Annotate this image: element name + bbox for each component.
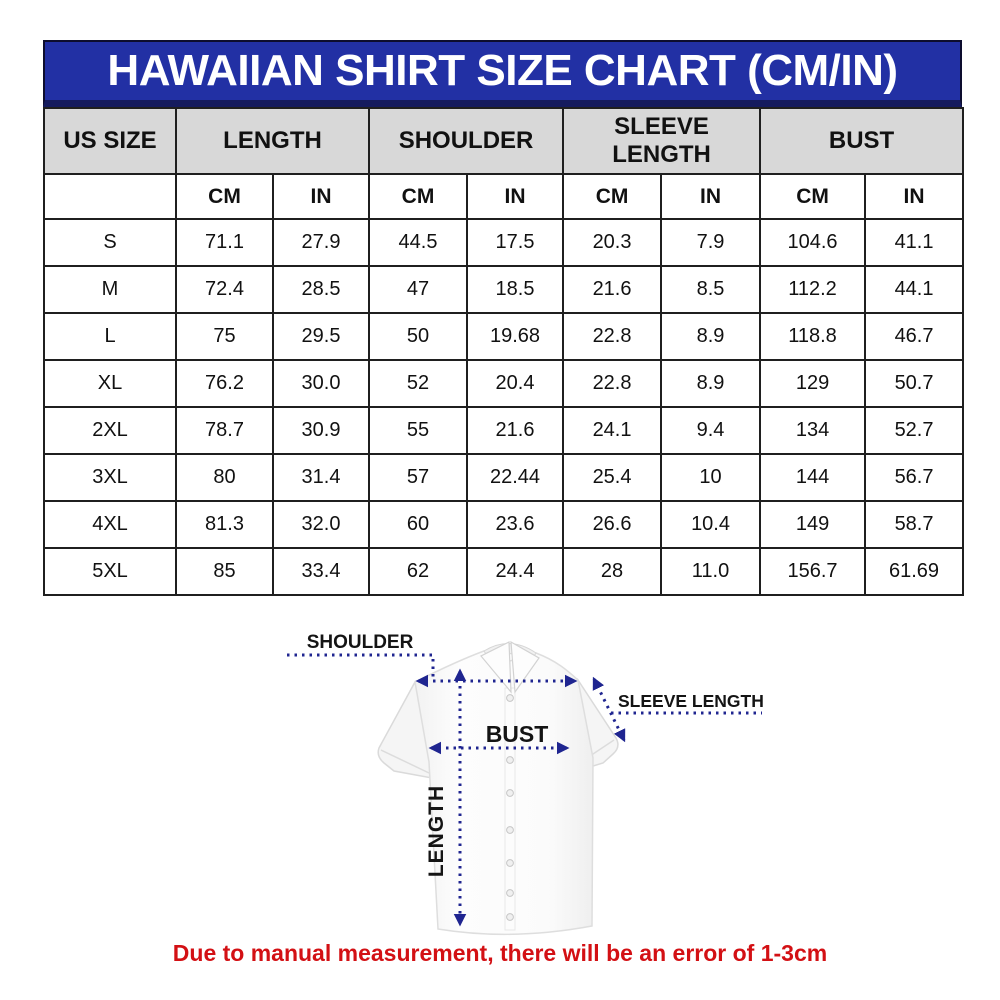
value-cell: 28 xyxy=(563,548,661,595)
value-cell: 62 xyxy=(369,548,467,595)
value-cell: 11.0 xyxy=(661,548,760,595)
value-cell: 20.3 xyxy=(563,219,661,266)
value-cell: 134 xyxy=(760,407,865,454)
value-cell: 156.7 xyxy=(760,548,865,595)
size-cell: 2XL xyxy=(44,407,176,454)
shoulder-label: SHOULDER xyxy=(306,632,414,653)
unit-header: IN xyxy=(661,174,760,219)
value-cell: 30.9 xyxy=(273,407,369,454)
value-cell: 19.68 xyxy=(467,313,563,360)
value-cell: 72.4 xyxy=(176,266,273,313)
value-cell: 71.1 xyxy=(176,219,273,266)
unit-header: CM xyxy=(760,174,865,219)
value-cell: 61.69 xyxy=(865,548,963,595)
value-cell: 22.8 xyxy=(563,360,661,407)
unit-header: IN xyxy=(467,174,563,219)
unit-header: CM xyxy=(176,174,273,219)
value-cell: 80 xyxy=(176,454,273,501)
shirt-image xyxy=(378,642,618,934)
size-chart-table xyxy=(43,107,964,596)
value-cell: 129 xyxy=(760,360,865,407)
value-cell: 60 xyxy=(369,501,467,548)
value-cell: 17.5 xyxy=(467,219,563,266)
size-cell: S xyxy=(44,219,176,266)
unit-header: IN xyxy=(273,174,369,219)
size-cell: 3XL xyxy=(44,454,176,501)
bust-label: BUST xyxy=(485,721,549,747)
value-cell: 25.4 xyxy=(563,454,661,501)
value-cell: 8.9 xyxy=(661,313,760,360)
value-cell: 10.4 xyxy=(661,501,760,548)
value-cell: 75 xyxy=(176,313,273,360)
size-cell: XL xyxy=(44,360,176,407)
size-cell: L xyxy=(44,313,176,360)
table-row xyxy=(44,266,963,313)
value-cell: 21.6 xyxy=(467,407,563,454)
size-cell: 5XL xyxy=(44,548,176,595)
measurement-note: Due to manual measurement, there will be an error of 1-3cm xyxy=(172,940,828,966)
value-cell: 149 xyxy=(760,501,865,548)
unit-header: CM xyxy=(563,174,661,219)
header-us-size: US SIZE xyxy=(44,108,176,174)
value-cell: 85 xyxy=(176,548,273,595)
header-sleeve-length: SLEEVE LENGTH xyxy=(563,108,760,174)
value-cell: 76.2 xyxy=(176,360,273,407)
value-cell: 78.7 xyxy=(176,407,273,454)
value-cell: 57 xyxy=(369,454,467,501)
value-cell: 28.5 xyxy=(273,266,369,313)
group-header-row xyxy=(44,108,963,174)
value-cell: 8.5 xyxy=(661,266,760,313)
length-label: LENGTH xyxy=(425,784,448,878)
value-cell: 112.2 xyxy=(760,266,865,313)
shirt-measurement-diagram xyxy=(260,630,780,940)
value-cell: 46.7 xyxy=(865,313,963,360)
value-cell: 22.8 xyxy=(563,313,661,360)
value-cell: 52 xyxy=(369,360,467,407)
value-cell: 7.9 xyxy=(661,219,760,266)
title-banner xyxy=(43,40,962,107)
value-cell: 55 xyxy=(369,407,467,454)
table-row xyxy=(44,313,963,360)
shoulder-leader-line xyxy=(287,655,433,679)
header-bust: BUST xyxy=(760,108,963,174)
unit-blank-cell xyxy=(44,174,176,219)
value-cell: 32.0 xyxy=(273,501,369,548)
value-cell: 22.44 xyxy=(467,454,563,501)
value-cell: 20.4 xyxy=(467,360,563,407)
unit-header: IN xyxy=(865,174,963,219)
size-cell: M xyxy=(44,266,176,313)
table-row xyxy=(44,501,963,548)
value-cell: 30.0 xyxy=(273,360,369,407)
unit-header: CM xyxy=(369,174,467,219)
value-cell: 23.6 xyxy=(467,501,563,548)
value-cell: 50 xyxy=(369,313,467,360)
table-row xyxy=(44,219,963,266)
value-cell: 24.1 xyxy=(563,407,661,454)
value-cell: 10 xyxy=(661,454,760,501)
value-cell: 27.9 xyxy=(273,219,369,266)
value-cell: 9.4 xyxy=(661,407,760,454)
value-cell: 21.6 xyxy=(563,266,661,313)
value-cell: 144 xyxy=(760,454,865,501)
value-cell: 41.1 xyxy=(865,219,963,266)
sleeve-length-label: SLEEVE LENGTH xyxy=(618,691,764,711)
value-cell: 104.6 xyxy=(760,219,865,266)
value-cell: 52.7 xyxy=(865,407,963,454)
value-cell: 118.8 xyxy=(760,313,865,360)
value-cell: 18.5 xyxy=(467,266,563,313)
header-shoulder: SHOULDER xyxy=(369,108,563,174)
value-cell: 26.6 xyxy=(563,501,661,548)
value-cell: 29.5 xyxy=(273,313,369,360)
table-row xyxy=(44,407,963,454)
value-cell: 47 xyxy=(369,266,467,313)
value-cell: 56.7 xyxy=(865,454,963,501)
value-cell: 8.9 xyxy=(661,360,760,407)
value-cell: 58.7 xyxy=(865,501,963,548)
value-cell: 31.4 xyxy=(273,454,369,501)
unit-header-row xyxy=(44,174,963,219)
value-cell: 81.3 xyxy=(176,501,273,548)
header-length: LENGTH xyxy=(176,108,369,174)
table-row xyxy=(44,454,963,501)
value-cell: 50.7 xyxy=(865,360,963,407)
value-cell: 44.1 xyxy=(865,266,963,313)
value-cell: 33.4 xyxy=(273,548,369,595)
value-cell: 24.4 xyxy=(467,548,563,595)
shirt-diagram-svg xyxy=(260,630,780,940)
value-cell: 44.5 xyxy=(369,219,467,266)
size-cell: 4XL xyxy=(44,501,176,548)
table-row xyxy=(44,360,963,407)
page-title: HAWAIIAN SHIRT SIZE CHART (CM/IN) xyxy=(107,46,898,95)
table-row xyxy=(44,548,963,595)
